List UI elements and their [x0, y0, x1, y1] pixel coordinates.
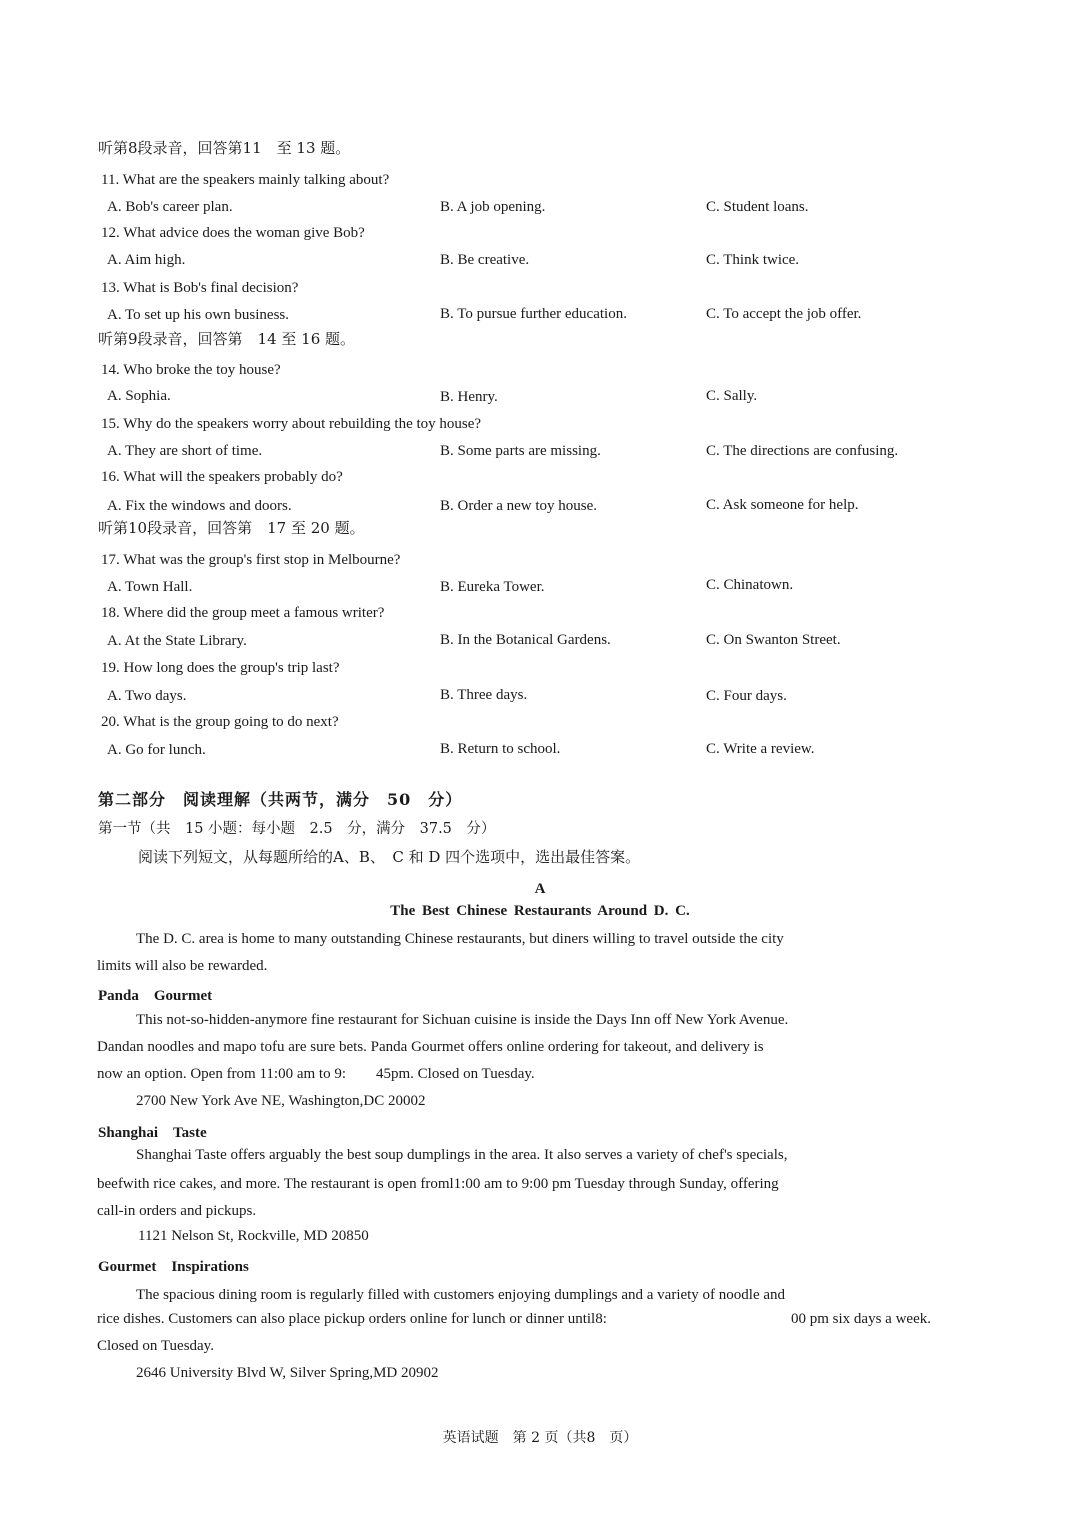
option-b: B. Some parts are missing.: [440, 443, 601, 459]
option-c: C. Four days.: [706, 688, 787, 704]
passage-letter: A: [534, 881, 546, 897]
question-stem: 13. What is Bob's final decision?: [101, 280, 299, 296]
option-c: C. Write a review.: [706, 741, 815, 757]
restaurant-text-line: rice dishes. Customers can also place pickup orders online for lunch or dinner until8:: [97, 1311, 607, 1327]
restaurant-address: 2646 University Blvd W, Silver Spring,MD 20902: [136, 1365, 439, 1381]
restaurant-address: 2700 New York Ave NE, Washington,DC 20002: [136, 1093, 426, 1109]
option-a: A. Fix the windows and doors.: [107, 498, 292, 514]
option-c: C. To accept the job offer.: [706, 306, 862, 322]
passage-title: The Best Chinese Restaurants Around D. C.: [390, 903, 690, 919]
option-b: B. Eureka Tower.: [440, 579, 545, 595]
option-c: C. Sally.: [706, 388, 758, 404]
option-a: A. Sophia.: [107, 388, 171, 404]
option-c: C. Think twice.: [706, 252, 800, 268]
section-heading-8: 听第8段录音，回答第11 至 13 题。: [98, 139, 351, 157]
intro-line: limits will also be rewarded.: [97, 958, 268, 974]
reading-instruction: 阅读下列短文，从每题所给的A、B、 C 和 D 四个选项中，选出最佳答案。: [138, 848, 641, 866]
option-c: C. On Swanton Street.: [706, 632, 841, 648]
option-b: B. In the Botanical Gardens.: [440, 632, 611, 648]
option-c: C. The directions are confusing.: [706, 443, 899, 459]
option-a: A. They are short of time.: [107, 443, 263, 459]
option-a: A. At the State Library.: [107, 633, 247, 649]
question-stem: 15. Why do the speakers worry about rebuilding the toy house?: [101, 416, 482, 432]
part-two-title: 第二部分 阅读理解（共两节，满分 50 分）: [98, 790, 463, 809]
restaurant-name: Panda Gourmet: [98, 988, 213, 1004]
option-c: C. Chinatown.: [706, 577, 794, 593]
option-b: B. A job opening.: [440, 199, 546, 215]
option-a: A. To set up his own business.: [107, 307, 290, 323]
option-c: C. Student loans.: [706, 199, 809, 215]
section-one-heading: 第一节（共 15 小题：每小题 2.5 分，满分 37.5 分）: [98, 821, 496, 837]
option-a: A. Aim high.: [107, 252, 186, 268]
question-stem: 17. What was the group's first stop in Melbourne?: [101, 552, 401, 568]
option-b: B. Return to school.: [440, 741, 561, 757]
restaurant-text-line: The spacious dining room is regularly filled with customers enjoying dumplings and a variety of noodle and: [136, 1287, 786, 1303]
question-stem: 16. What will the speakers probably do?: [101, 469, 343, 485]
restaurant-text-line: beefwith rice cakes, and more. The restaurant is open froml1:00 am to 9:00 pm Tuesday through Sunday, offering: [97, 1176, 779, 1192]
restaurant-text-line: 00 pm six days a week.: [791, 1311, 931, 1327]
question-stem: 19. How long does the group's trip last?: [101, 660, 340, 676]
question-stem: 14. Who broke the toy house?: [101, 362, 281, 378]
option-b: B. Henry.: [440, 389, 498, 405]
option-a: A. Bob's career plan.: [107, 199, 233, 215]
intro-line: The D. C. area is home to many outstanding Chinese restaurants, but diners willing to travel outside the city: [136, 931, 784, 947]
option-a: A. Go for lunch.: [107, 742, 206, 758]
option-b: B. To pursue further education.: [440, 306, 627, 322]
restaurant-text-line: call-in orders and pickups.: [97, 1203, 257, 1219]
page-footer: 英语试题 第 2 页（共8 页）: [442, 1430, 638, 1446]
restaurant-text-line: now an option. Open from 11:00 am to 9: 45pm. Closed on Tuesday.: [97, 1066, 535, 1082]
restaurant-text-line: Shanghai Taste offers arguably the best soup dumplings in the area. It also serves a variety of chef's specials,: [136, 1147, 788, 1163]
option-b: B. Be creative.: [440, 252, 530, 268]
question-stem: 18. Where did the group meet a famous writer?: [101, 605, 385, 621]
question-stem: 11. What are the speakers mainly talking about?: [101, 172, 390, 188]
option-b: B. Three days.: [440, 687, 528, 703]
restaurant-name: Shanghai Taste: [98, 1125, 207, 1141]
section-heading-10: 听第10段录音，回答第 17 至 20 题。: [98, 519, 365, 537]
restaurant-text-line: This not-so-hidden-anymore fine restaurant for Sichuan cuisine is inside the Days Inn off New York Avenue.: [136, 1012, 789, 1028]
section-heading-9: 听第9段录音，回答第 14 至 16 题。: [98, 330, 356, 348]
option-a: A. Two days.: [107, 688, 187, 704]
option-b: B. Order a new toy house.: [440, 498, 598, 514]
restaurant-text-line: Closed on Tuesday.: [97, 1338, 214, 1354]
restaurant-address: 1121 Nelson St, Rockville, MD 20850: [138, 1228, 369, 1244]
option-a: A. Town Hall.: [107, 579, 193, 595]
question-stem: 20. What is the group going to do next?: [101, 714, 339, 730]
option-c: C. Ask someone for help.: [706, 497, 859, 513]
restaurant-name: Gourmet Inspirations: [98, 1259, 249, 1275]
question-stem: 12. What advice does the woman give Bob?: [101, 225, 365, 241]
restaurant-text-line: Dandan noodles and mapo tofu are sure bets. Panda Gourmet offers online ordering for takeout, and delivery is: [97, 1039, 764, 1055]
